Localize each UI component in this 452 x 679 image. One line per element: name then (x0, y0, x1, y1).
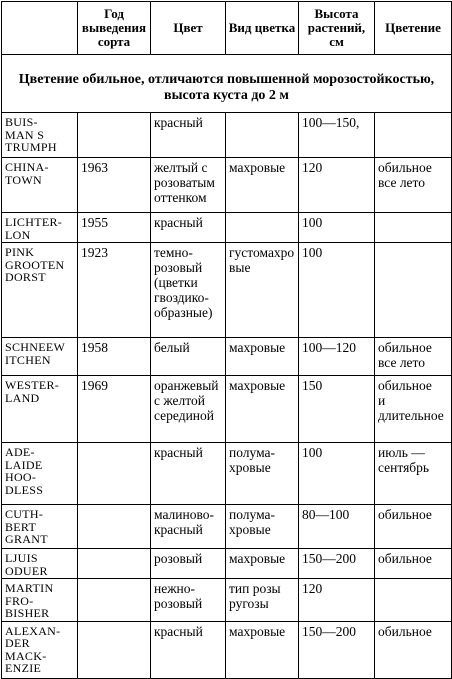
table-row (2, 579, 452, 622)
variety-name-cell: LJUIS ODUER (2, 549, 78, 579)
flower-type-cell: тип розы ругозы (226, 579, 299, 622)
height-cell: 100—150, (299, 113, 375, 158)
year-cell: 1969 (78, 376, 151, 443)
variety-name-cell: MARTIN FRO- BISHER (2, 579, 78, 622)
height-cell: 100 (299, 243, 375, 338)
variety-name-cell: LICHTER- LON (2, 213, 78, 243)
height-cell: 120 (299, 579, 375, 622)
flower-type-cell: махровые (226, 549, 299, 579)
height-cell: 150—200 (299, 549, 375, 579)
header-variety (2, 2, 78, 55)
table-row (2, 376, 452, 443)
height-cell: 80—100 (299, 505, 375, 549)
year-cell (78, 113, 151, 158)
header-color: Цвет (151, 2, 226, 55)
color-cell: красный (151, 213, 226, 243)
bloom-cell (375, 243, 452, 338)
table-row (2, 243, 452, 338)
height-cell: 100 (299, 443, 375, 505)
height-cell: 100 (299, 213, 375, 243)
year-cell (78, 621, 151, 678)
year-cell: 1955 (78, 213, 151, 243)
flower-type-cell (226, 213, 299, 243)
table-row (2, 443, 452, 505)
year-cell (78, 579, 151, 622)
header-bloom: Цветение (375, 2, 452, 55)
bloom-cell: июль — сентябрь (375, 443, 452, 505)
year-cell (78, 443, 151, 505)
table-row (2, 621, 452, 678)
variety-name-cell: CUTH- BERT GRANT (2, 505, 78, 549)
variety-name-cell: CHINA- TOWN (2, 158, 78, 213)
height-cell: 120 (299, 158, 375, 213)
table-row (2, 505, 452, 549)
variety-name-cell: ADE- LAIDE HOO- DLESS (2, 443, 78, 505)
color-cell: желтый с розоватым оттенком (151, 158, 226, 213)
flower-type-cell: махровые (226, 338, 299, 376)
variety-name-cell: WESTER- LAND (2, 376, 78, 443)
note-row (2, 55, 452, 113)
flower-type-cell: густомахровые (226, 243, 299, 338)
group-note: Цветение обильное, отличаются повышенной морозостойкостью, высота куста до 2 м (2, 55, 452, 113)
bloom-cell (375, 579, 452, 622)
flower-type-cell: полума- хровые (226, 443, 299, 505)
variety-name-cell: BUIS- MAN S TRUMPH (2, 113, 78, 158)
flower-type-cell: махровые (226, 376, 299, 443)
bloom-cell (375, 113, 452, 158)
year-cell (78, 505, 151, 549)
table-row (2, 113, 452, 158)
header-flower-type: Вид цветка (226, 2, 299, 55)
height-cell: 150 (299, 376, 375, 443)
variety-name-cell: ALEXAN- DER MACK- ENZIE (2, 621, 78, 678)
color-cell: нежно- розовый (151, 579, 226, 622)
year-cell: 1958 (78, 338, 151, 376)
flower-type-cell: полума- хровые (226, 505, 299, 549)
color-cell: малиново- красный (151, 505, 226, 549)
color-cell: белый (151, 338, 226, 376)
table-row (2, 549, 452, 579)
flower-type-cell: махровые (226, 158, 299, 213)
bloom-cell: обильное все лето (375, 338, 452, 376)
color-cell: красный (151, 621, 226, 678)
bloom-cell: обильное (375, 549, 452, 579)
year-cell: 1923 (78, 243, 151, 338)
height-cell: 150—200 (299, 621, 375, 678)
table-row (2, 158, 452, 213)
variety-name-cell: PINK GROOTEN DORST (2, 243, 78, 338)
color-cell: красный (151, 113, 226, 158)
color-cell: темно- розовый (цветки гвоздико- образные) (151, 243, 226, 338)
height-cell: 100—120 (299, 338, 375, 376)
year-cell: 1963 (78, 158, 151, 213)
year-cell (78, 549, 151, 579)
flower-type-cell (226, 113, 299, 158)
bloom-cell: обильное все лето (375, 158, 452, 213)
variety-name-cell: SCHNEEW ITCHEN (2, 338, 78, 376)
color-cell: розовый (151, 549, 226, 579)
bloom-cell: обильное и длительное (375, 376, 452, 443)
table-row (2, 338, 452, 376)
bloom-cell (375, 213, 452, 243)
bloom-cell: обильное (375, 505, 452, 549)
color-cell: красный (151, 443, 226, 505)
table-row (2, 213, 452, 243)
flower-type-cell: махровые (226, 621, 299, 678)
bloom-cell: обильное (375, 621, 452, 678)
header-year: Год выведения сорта (78, 2, 151, 55)
header-row (2, 2, 452, 55)
rose-varieties-table (1, 1, 452, 679)
header-height: Высота растений, см (299, 2, 375, 55)
color-cell: оранжевый с желтой серединой (151, 376, 226, 443)
